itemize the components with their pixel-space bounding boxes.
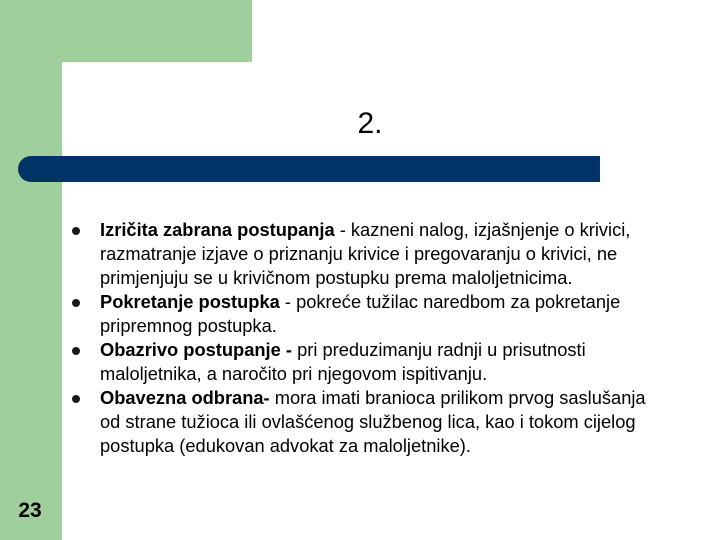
bullet-term: Obavezna odbrana- [100,387,270,408]
bullet-term: Obazrivo postupanje - [100,339,292,360]
list-item [72,338,662,386]
list-item [72,218,662,290]
bullet-icon [72,395,80,403]
decorative-green-sidebar [0,0,62,540]
bullet-icon [72,299,80,307]
bullet-term: Izričita zabrana postupanja [100,219,335,240]
bullet-list [72,218,662,458]
list-item [72,386,662,458]
slide-title: 2. [357,107,383,140]
bullet-term: Pokretanje postupka [100,291,280,312]
bullet-icon [72,227,80,235]
title-underline-bar [18,156,600,182]
bullet-text: pri preduzimanju radnji u prisutnosti maloljetnika, a naročito pri njegovom ispitivanju. [100,339,586,384]
bullet-text: - kazneni nalog, izjašnjenje o krivici, razmatranje izjave o priznanju krivice i pregovaranju o krivici, ne primjenjuju se u krivičnom postupku prema maloljetnicima. [100,219,631,288]
list-item [72,290,662,338]
decorative-rounded-corner [62,62,110,110]
bullet-icon [72,347,80,355]
bullet-text: - pokreće tužilac naredbom za pokretanje pripremnog postupka. [100,291,621,336]
decorative-green-top-block [0,0,252,62]
slide-number: 23 [18,499,42,522]
bullet-text: mora imati branioca prilikom prvog saslušanja od strane tužioca ili ovlašćenog službenog lica, kao i tokom cijelog postupka (edukovan advokat za maloljetnike). [100,387,646,456]
